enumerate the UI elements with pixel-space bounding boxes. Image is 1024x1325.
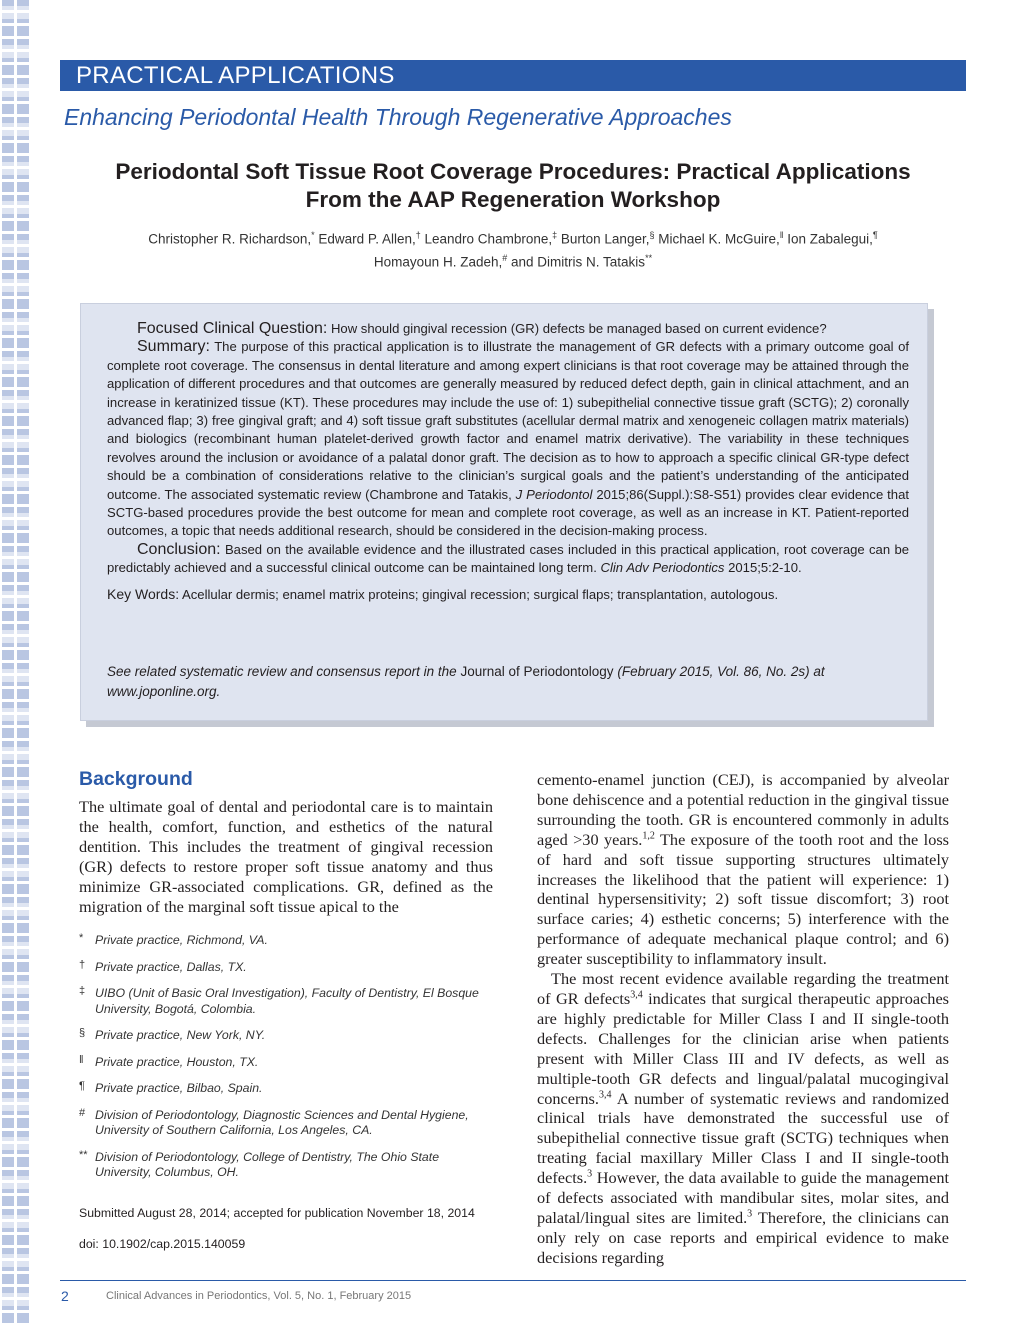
author-name: Ion Zabalegui, <box>787 231 873 247</box>
summary-label: Summary: <box>137 338 210 356</box>
footnote <box>79 960 493 976</box>
keywords <box>107 585 909 604</box>
citation-journal: Clin Adv Periodontics <box>600 560 725 576</box>
affiliation-footnotes <box>79 933 493 1192</box>
keywords-text: Acellular dermis; enamel matrix proteins; gingival recession; surgical flaps; transplantation, autologous. <box>182 586 779 602</box>
submission-dates: Submitted August 28, 2014; accepted for publication November 18, 2014 <box>79 1206 475 1220</box>
affiliation-mark: ‖ <box>779 230 784 240</box>
author-name: Burton Langer, <box>560 231 650 247</box>
summary-text: The purpose of this practical application is to illustrate the management of GR defects with a primary outcome goal of complete root coverage. The consensus in dental literature and among expert clinicians is that root coverage may be attained through the application of different procedures and that outcomes are generally measured by reduced defect depth, gain in clinical attachment, and an increase in keratinized tissue (KT). These procedures may include the use of: 1) subepithelial connective tissue graft (SCTG); 2) coronally advanced flap; 3) free gingival graft; and 4) soft tissue graft substitutes (acellular dermal matrix and xenogeneic collagen matrix materials) and biologics (recombinant human platelet-derived growth factor and enamel matrix derivative). The variability in these techniques revolves around the inclusion or avoidance of a palatal donor graft. The decision as to how to approach a specific clinical GR-type defect should be a combination of considerations relative to the clinician’s surgical goals and the patient’s understanding of the anticipated outcome. The associated systematic review (Chambrone and Tatakis, <box>107 339 909 502</box>
conclusion <box>107 541 909 578</box>
footnote <box>79 1028 493 1044</box>
footnote-mark: * <box>79 932 84 944</box>
author-name: and Dimitris N. Tatakis <box>511 254 646 269</box>
author-name: Homayoun H. Zadeh, <box>373 254 503 269</box>
background-heading: Background <box>79 768 193 790</box>
doi: doi: 10.1902/cap.2015.140059 <box>79 1237 246 1251</box>
related-text: See related systematic review and consensus report in the <box>107 664 457 679</box>
body-text: However, the data available to guide the management of defects associated with mandibular sites, molar sites, and palatal/lingual sites are limited. <box>537 1168 949 1227</box>
related-journal: Journal of Periodontology <box>460 664 614 679</box>
author-name: Leandro Chambrone, <box>424 231 553 247</box>
footnote-mark: # <box>79 1106 86 1119</box>
author-name: Michael K. McGuire, <box>658 231 780 247</box>
reference-mark: 3 <box>587 1168 593 1180</box>
related-review-note <box>107 662 909 702</box>
author-line-1 <box>60 226 966 249</box>
footnote-mark: ** <box>79 1148 88 1161</box>
affiliation-mark: § <box>649 230 655 240</box>
footnote <box>79 1108 493 1139</box>
footnote-mark: § <box>79 1027 86 1039</box>
reference-mark: 3,4 <box>630 989 643 1001</box>
focused-question-text: How should gingival recession (GR) defects be managed based on current evidence? <box>330 321 827 336</box>
series-title: Enhancing Periodontal Health Through Regenerative Approaches <box>64 104 732 130</box>
article-title-line-1: Periodontal Soft Tissue Root Coverage Procedures: Practical Applications <box>115 159 911 184</box>
summary-text-continued: 2015;86(Suppl.):S8-S51) provides clear evidence that SCTG-based procedures provide the best outcome for mean and complete root coverage, as well as an increase in KT. Patient-reported outcomes, a topic that needs additional research, should be considered in the decision-making process. <box>107 486 910 539</box>
reference-mark: 1,2 <box>642 830 655 842</box>
conclusion-label: Conclusion: <box>137 540 221 558</box>
affiliation-mark: * <box>311 230 315 240</box>
footnote-mark: ‖ <box>79 1053 84 1066</box>
affiliation-mark: ** <box>645 252 653 263</box>
footnote-text: Division of Periodontology, Diagnostic Sciences and Dental Hygiene, University of Southern California, Los Angeles, CA. <box>95 1107 469 1137</box>
decorative-side-strip <box>0 0 34 1325</box>
footnote-text: Private practice, Richmond, VA. <box>95 933 268 947</box>
footnote-text: Private practice, Houston, TX. <box>95 1054 259 1069</box>
author-name: Edward P. Allen, <box>318 231 416 247</box>
citation-ref: 2015;5:2-10. <box>728 560 802 576</box>
focused-question-label: Focused Clinical Question: <box>137 320 328 337</box>
summary <box>107 338 909 540</box>
footnote <box>79 1055 493 1071</box>
left-column <box>79 768 493 916</box>
footnote <box>79 933 493 949</box>
right-body-paragraph-1 <box>537 770 949 969</box>
body-text: The exposure of the tooth root and the loss of hard and soft tissue supporting structures ultimately increases the likelihood that the patient will experience: 1) dentinal hypersensitivity; 2) soft tissue discomfort; 3) root surface caries; 4) esthetic concerns; 5) interference with the performance of adequate mechanical plaque control; and 6) greater susceptibility to inflammatory insult. <box>537 829 950 969</box>
footnote-text: Private practice, Bilbao, Spain. <box>95 1081 263 1095</box>
author-list <box>60 226 966 271</box>
footnote <box>79 1150 493 1181</box>
footnote-mark: ‡ <box>79 985 86 997</box>
section-banner: PRACTICAL APPLICATIONS <box>60 60 966 91</box>
affiliation-mark: # <box>502 252 508 263</box>
affiliation-mark: ‡ <box>552 230 558 240</box>
abstract-box <box>80 303 928 721</box>
footer-divider <box>60 1280 966 1281</box>
abstract-body <box>107 320 909 604</box>
right-column <box>537 770 949 1268</box>
footnote-text: Private practice, New York, NY. <box>95 1028 266 1042</box>
related-text-continued: (February 2015, Vol. 86, No. 2s) at www.joponline.org. <box>107 664 825 699</box>
reference-mark: 3,4 <box>598 1089 612 1101</box>
journal-footer: Clinical Advances in Periodontics, Vol. 5, No. 1, February 2015 <box>106 1290 412 1302</box>
footnote <box>79 986 493 1017</box>
footnote-text: UIBO (Unit of Basic Oral Investigation), Faculty of Dentistry, El Bosque University, Bogotá, Colombia. <box>95 986 479 1016</box>
author-line-2 <box>60 249 966 272</box>
footnote-text: Private practice, Dallas, TX. <box>95 959 247 974</box>
body-text: A number of systematic reviews and randomized clinical trials have demonstrated the successful use of subepithelial connective tissue graft (SCTG) techniques when treating facial maxillary Miller Class I and II single-tooth defects. <box>537 1088 950 1188</box>
page-number: 2 <box>61 1288 69 1304</box>
body-text: cemento-enamel junction (CEJ), is accompanied by alveolar bone dehiscence and a potential reduction in the gingival tissue surrounding the tooth. GR is encountered commonly in adults aged >30 years. <box>537 770 949 849</box>
article-title <box>60 158 966 214</box>
conclusion-text: Based on the available evidence and the illustrated cases included in this practical application, root coverage can be predictably achieved and a successful clinical outcome can be maintained long term. <box>107 541 910 576</box>
footnote <box>79 1081 493 1097</box>
article-title-line-2: From the AAP Regeneration Workshop <box>305 187 721 212</box>
left-body-paragraph: The ultimate goal of dental and periodontal care is to maintain the health, comfort, function, and esthetics of the natural dentition. This includes the treatment of gingival recession (GR) defects to restore proper soft tissue anatomy and thus minimize GR-associated complications. GR, defined as the migration of the marginal soft tissue apical to the <box>79 797 493 916</box>
keywords-label: Key Words: <box>107 585 180 602</box>
affiliation-mark: ¶ <box>872 230 878 240</box>
summary-journal: J Periodontol <box>515 486 593 502</box>
body-text: Therefore, the clinicians can only rely on case reports and empirical evidence to make decisions regarding <box>537 1207 950 1267</box>
footnote-mark: ¶ <box>79 1080 85 1092</box>
author-name: Christopher R. Richardson, <box>148 231 312 247</box>
affiliation-mark: † <box>415 230 421 240</box>
footnote-text: Division of Periodontology, College of Dentistry, The Ohio State University, Columbus, OH. <box>95 1149 440 1179</box>
reference-mark: 3 <box>747 1208 753 1220</box>
focused-question <box>107 320 909 338</box>
footnote-mark: † <box>79 958 86 971</box>
body-text: The most recent evidence available regarding the treatment of GR defects <box>537 969 949 1008</box>
body-text: indicates that surgical therapeutic approaches are highly predictable for Miller Class I and II single-tooth defects. Challenges for the clinician arise when patients present with Miller Class III and IV defects, as well as multiple-tooth GR defects and lingual/palatal mucogingival concerns. <box>537 988 950 1108</box>
right-body-paragraph-2 <box>537 969 949 1268</box>
